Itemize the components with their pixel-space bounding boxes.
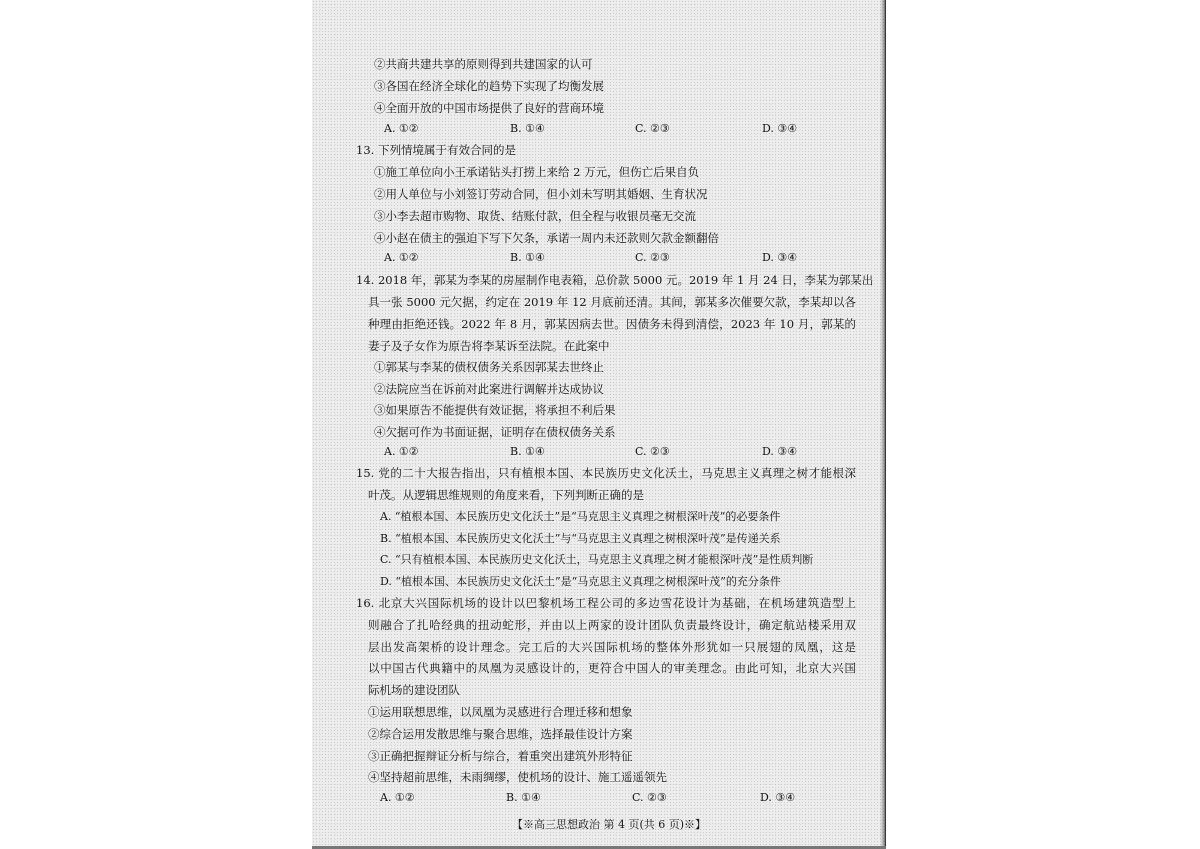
q16-option-a: A. ①② — [380, 791, 415, 804]
q15-choice-a: A. “植根本国、本民族历史文化沃土”是“马克思主义真理之树根深叶茂”的必要条件 — [380, 510, 781, 523]
q16-stem-line-4: 以中国古代典籍中的凤凰为灵感设计的，更符合中国人的审美理念。由此可知，北京大兴国 — [368, 661, 856, 675]
q15-choice-b: B. “植根本国、本民族历史文化沃土”与“马克思主义真理之树根深叶茂”是传递关系 — [380, 532, 781, 545]
q12-option-a: A. ①② — [384, 122, 419, 135]
q14-stem-line-1: 14. 2018 年，郭某为李某的房屋制作电表箱，总价款 5000 元。2019 年 1 月 24 日，李某为郭某出 — [356, 273, 874, 287]
q13-item-4: ④小赵在债主的强迫下写下欠条，承诺一周内未还款则欠款金额翻倍 — [374, 231, 719, 245]
q13-option-a: A. ①② — [384, 251, 419, 264]
q13-item-2: ②用人单位与小刘签订劳动合同，但小刘未写明其婚姻、生育状况 — [374, 187, 708, 201]
q14-item-3: ③如果原告不能提供有效证据，将承担不利后果 — [374, 403, 616, 417]
q12-item-3: ③各国在经济全球化的趋势下实现了均衡发展 — [374, 79, 604, 93]
q16-stem-line-5: 际机场的建设团队 — [368, 683, 460, 697]
page-footer: 【※高三思想政治 第 4 页(共 6 页)※】 — [512, 818, 707, 831]
q16-item-4: ④坚持超前思维，未雨绸缪，使机场的设计、施工遥遥领先 — [368, 770, 667, 784]
q14-item-4: ④欠据可作为书面证据，证明存在债权债务关系 — [374, 425, 616, 439]
q12-item-4: ④全面开放的中国市场提供了良好的营商环境 — [374, 101, 604, 115]
q13-item-3: ③小李去超市购物、取货、结账付款，但全程与收银员毫无交流 — [374, 209, 696, 223]
q13-item-1: ①施工单位向小王承诺钻头打捞上来给 2 万元，但伤亡后果自负 — [374, 165, 700, 179]
q16-item-3: ③正确把握辩证分析与综合，着重突出建筑外形特征 — [368, 749, 633, 763]
q12-option-c: C. ②③ — [635, 122, 670, 135]
q16-item-1: ①运用联想思维，以凤凰为灵感进行合理迁移和想象 — [368, 705, 633, 719]
q13-option-b: B. ①④ — [510, 251, 545, 264]
q13-stem: 13. 下列情境属于有效合同的是 — [356, 143, 516, 157]
q15-choice-c: C. “只有植根本国、本民族历史文化沃土，马克思主义真理之树才能根深叶茂”是性质判断 — [380, 553, 814, 566]
q14-option-a: A. ①② — [384, 445, 419, 458]
q14-option-b: B. ①④ — [510, 445, 545, 458]
q15-stem-line-1: 15. 党的二十大报告指出，只有植根本国、本民族历史文化沃土，马克思主义真理之树才能根深 — [356, 466, 856, 480]
q16-option-c: C. ②③ — [632, 791, 667, 804]
q15-stem-line-2: 叶茂。从逻辑思维规则的角度来看，下列判断正确的是 — [368, 488, 644, 502]
q14-stem-line-3: 种理由拒绝还钱。2022 年 8 月，郭某因病去世。因债务未得到清偿，2023 年 10 月，郭某的 — [368, 317, 856, 331]
q16-option-b: B. ①④ — [506, 791, 541, 804]
q16-stem-line-1: 16. 北京大兴国际机场的设计以巴黎机场工程公司的多边雪花设计为基础，在机场建筑造型上 — [356, 596, 856, 610]
q14-option-c: C. ②③ — [635, 445, 670, 458]
q12-item-2: ②共商共建共享的原则得到共建国家的认可 — [374, 57, 593, 71]
q13-option-d: D. ③④ — [762, 251, 798, 264]
q12-option-d: D. ③④ — [762, 122, 798, 135]
q16-option-d: D. ③④ — [760, 791, 796, 804]
q13-option-c: C. ②③ — [635, 251, 670, 264]
q16-item-2: ②综合运用发散思维与聚合思维，选择最佳设计方案 — [368, 727, 633, 741]
q14-option-d: D. ③④ — [762, 445, 798, 458]
q16-stem-line-2: 则融合了扎哈经典的扭动蛇形，并由以上两家的设计团队负责最终设计，确定航站楼采用双 — [368, 618, 856, 632]
q14-stem-line-2: 具一张 5000 元欠据，约定在 2019 年 12 月底前还清。其间，郭某多次催要欠款，李某却以各 — [368, 295, 856, 309]
q14-stem-line-4: 妻子及子女作为原告将李某诉至法院。在此案中 — [368, 339, 610, 353]
q12-option-b: B. ①④ — [510, 122, 545, 135]
q15-choice-d: D. “植根本国、本民族历史文化沃土”是“马克思主义真理之树根深叶茂”的充分条件 — [380, 575, 781, 588]
q14-item-2: ②法院应当在诉前对此案进行调解并达成协议 — [374, 382, 604, 396]
q14-item-1: ①郭某与李某的债权债务关系因郭某去世终止 — [374, 360, 604, 374]
exam-page — [312, 0, 886, 849]
q16-stem-line-3: 层出发高架桥的设计理念。完工后的大兴国际机场的整体外形犹如一只展翅的凤凰，这是 — [368, 640, 856, 654]
page-shadow-edge — [880, 0, 886, 849]
